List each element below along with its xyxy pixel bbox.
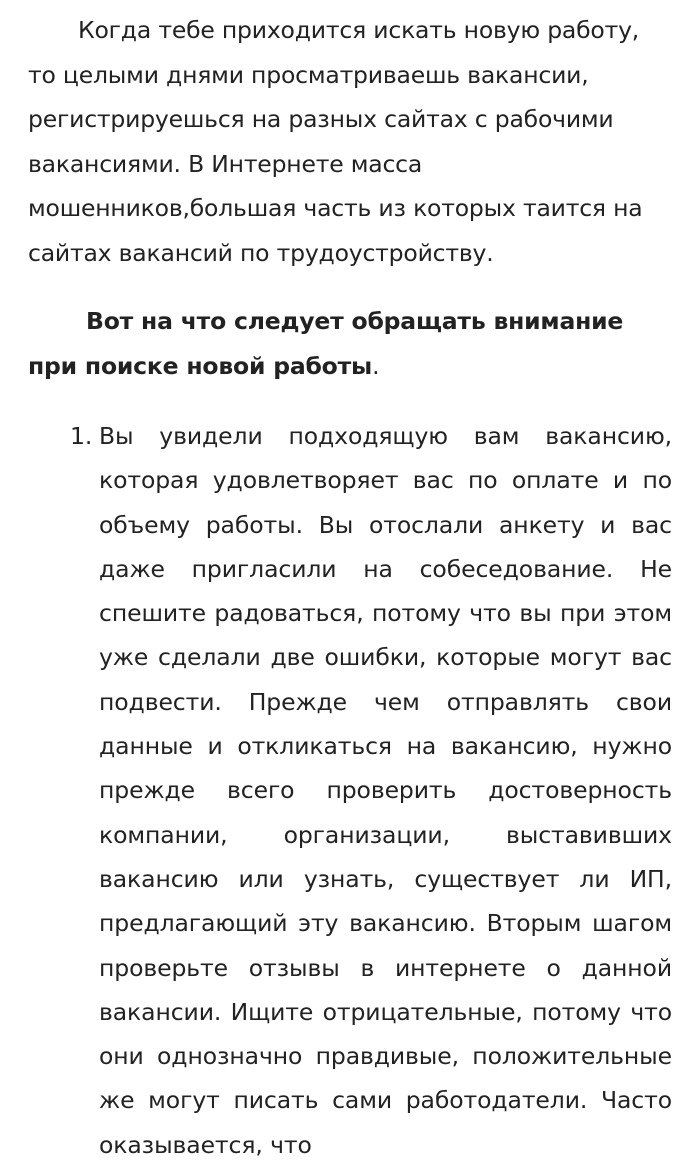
intro-paragraph: Когда тебе приходится искать новую работу, то целыми днями просматриваешь вакансии, регистрируешься на разных сайтах с рабочими вакансиями. В Интернете масса мошенников,большая часть из которых таится на сайтах вакансий по трудоустройству. xyxy=(28,16,643,267)
list-item-text: Вы увидели подходящую вам вакансию, которая удовлетворяет вас по оплате и по объему работы. Вы отослали анкету и вас даже пригласили на собеседование. Не спешите радоваться, потому что вы при этом уже сделали две ошибки, которые могут вас подвести. Прежде чем отправлять свои данные и откликаться на вакансию, нужно прежде всего проверить достоверность компании, организации, выставивших вакансию или узнать, существует ли ИП, предлагающий эту вакансию. Вторым шагом проверьте отзывы в интернете о данной вакансии. Ищите отрицательные, потому что они однозначно правдивые, положительные же могут писать сами работодатели. Часто оказывается, что xyxy=(99,422,672,1159)
section-heading xyxy=(28,299,672,388)
list-item xyxy=(28,414,672,1167)
section-heading-bold: Вот на что следует обращать внимание при поиске новой работы xyxy=(28,307,624,380)
list-item-number: 1. xyxy=(70,422,93,450)
section-heading-tail: . xyxy=(372,351,380,380)
tips-list xyxy=(28,414,672,1167)
